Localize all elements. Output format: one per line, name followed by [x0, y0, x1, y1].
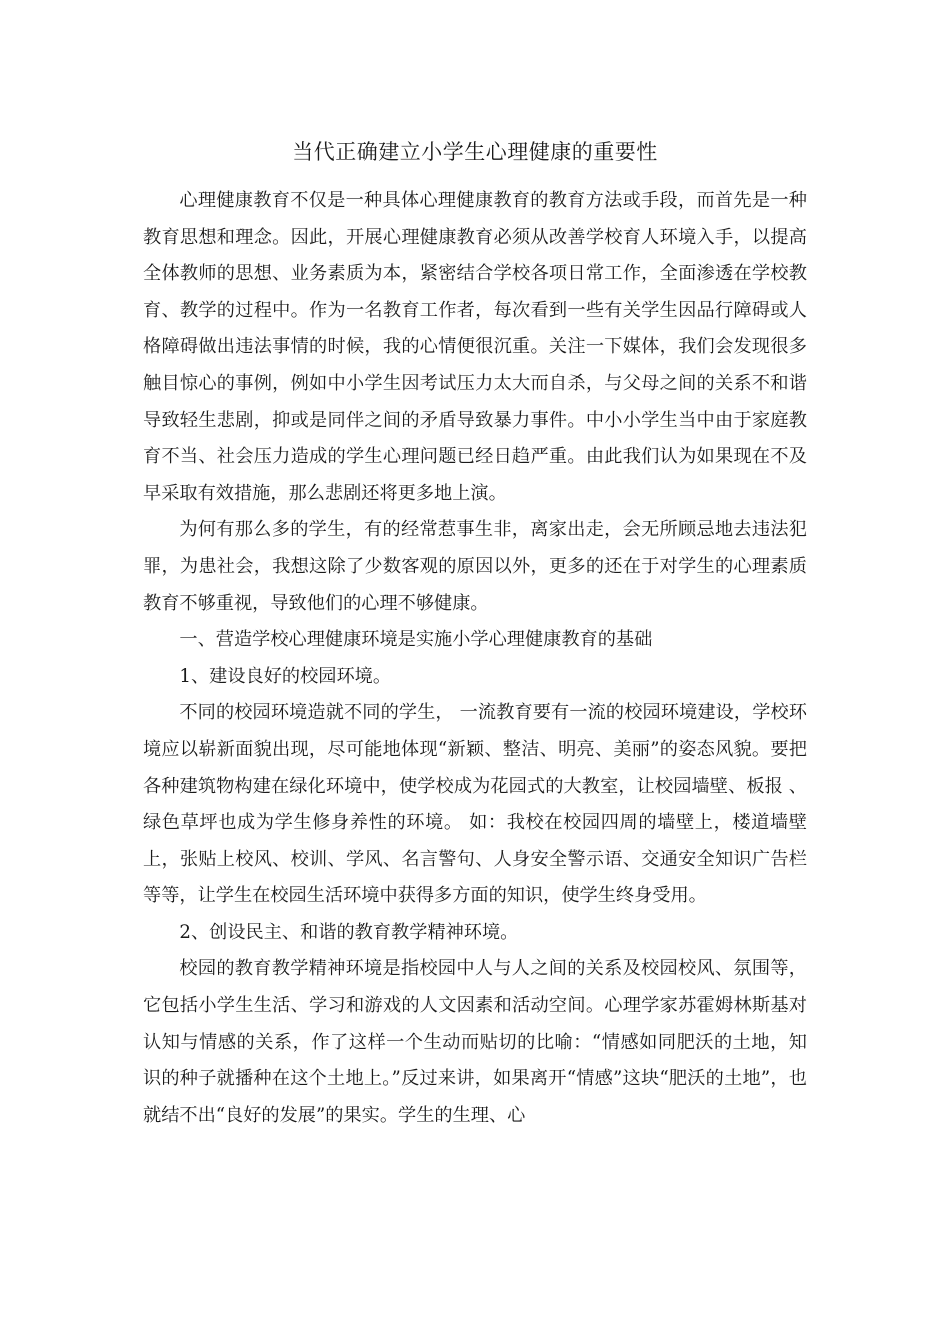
document-body: [143, 183, 807, 1134]
subsection-heading: 1、建设良好的校园环境。: [179, 665, 392, 687]
paragraph: 校园的教育教学精神环境是指校园中人与人之间的关系及校园校风、氛围等，它包括小学生生活、学习和游戏的人文因素和活动空间。心理学家苏霍姆林斯基对认知与情感的关系，作了这样一个生动而贴切的比喻：“情感如同肥沃的土地，知识的种子就播种在这个土地上。”反过来讲，如果离开“情感”这块“肥沃的土地”，也就结不出“良好的发展”的果实。学生的生理、心: [143, 958, 807, 1126]
section-heading: 一、营造学校心理健康环境是实施小学心理健康教育的基础: [179, 629, 653, 651]
document-title: 当代正确建立小学生心理健康的重要性: [292, 140, 658, 164]
paragraph: 不同的校园环境造就不同的学生， 一流教育要有一流的校园环境建设，学校环境应以崭新面貌出现，尽可能地体现“新颖、整洁、明亮、美丽”的姿态风貌。要把各种建筑物构建在绿化环境中，使学校成为花园式的大教室，让校园墙壁、板报 、绿色草坪也成为学生修身养性的环境。 如：我校在校园四周的墙壁上，楼道墙壁上，张贴上校风、校训、学风、名言警句、人身安全警示语、交通安全知识广告栏等等，让学生在校园生活环境中获得多方面的知识，使学生终身受用。: [143, 702, 807, 907]
paragraph: 心理健康教育不仅是一种具体心理健康教育的教育方法或手段，而首先是一种教育思想和理念。因此，开展心理健康教育必须从改善学校育人环境入手，以提高全体教师的思想、业务素质为本，紧密结合学校各项日常工作，全面渗透在学校教育、教学的过程中。作为一名教育工作者，每次看到一些有关学生因品行障碍或人格障碍做出违法事情的时候，我的心情便很沉重。关注一下媒体，我们会发现很多触目惊心的事例，例如中小学生因考试压力太大而自杀，与父母之间的关系不和谐导致轻生悲剧，抑或是同伴之间的矛盾导致暴力事件。中小小学生当中由于家庭教育不当、社会压力造成的学生心理问题已经日趋严重。由此我们认为如果现在不及早采取有效措施，那么悲剧还将更多地上演。: [143, 190, 807, 504]
paragraph: 为何有那么多的学生，有的经常惹事生非，离家出走，会无所顾忌地去违法犯罪，为患社会，我想这除了少数客观的原因以外，更多的还在于对学生的心理素质教育不够重视，导致他们的心理不够健康。: [143, 519, 807, 614]
subsection-heading: 2、创设民主、和谐的教育教学精神环境。: [179, 921, 519, 943]
